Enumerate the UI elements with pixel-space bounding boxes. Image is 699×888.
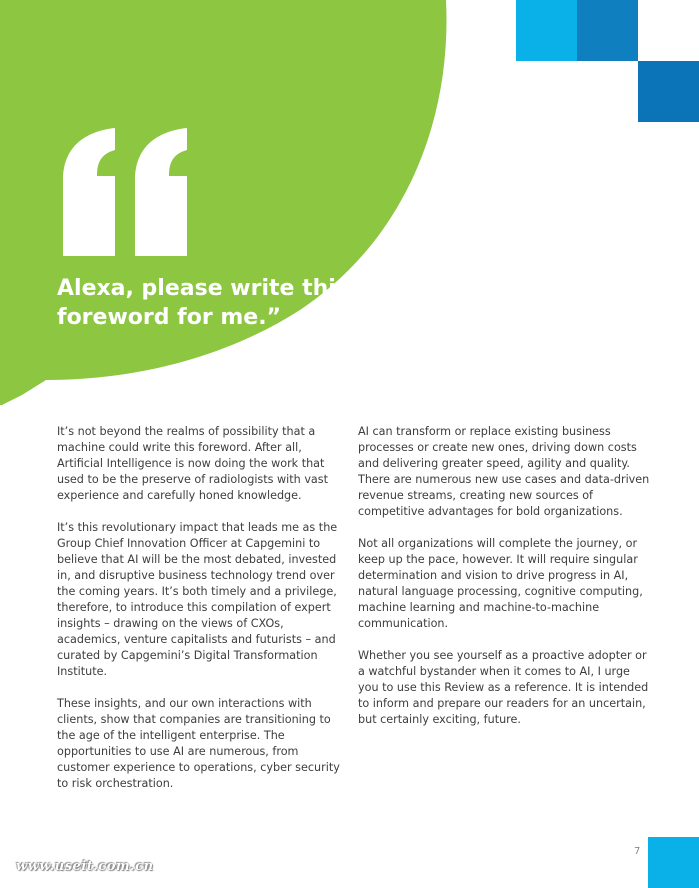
right-column <box>358 424 653 744</box>
square-dark-blue <box>638 61 699 122</box>
paragraph: Whether you see yourself as a proactive adopter or a watchful bystander when it comes to AI, I urge you to use this Review as a reference. It is intended to inform and prepare our readers for an uncertain, but certainly exciting, future. <box>358 649 649 726</box>
corner-square <box>648 837 699 888</box>
paragraph: AI can transform or replace existing business processes or create new ones, driving down costs and delivering greater speed, agility and quality. There are numerous new use cases and data-driven revenue streams, creating new sources of competitive advantages for bold organizations. <box>358 425 650 518</box>
headline-line-2: foreword for me.” <box>57 305 282 330</box>
open-quote-icon <box>57 128 197 258</box>
paragraph: It’s not beyond the realms of possibility that a machine could write this foreword. After all, Artificial Intelligence is now doing the work that used to be the preserve of radiologists with vast experience and carefully honed knowledge. <box>57 425 329 502</box>
headline-line-1: Alexa, please write this <box>57 276 349 301</box>
square-mid-blue <box>577 0 638 61</box>
watermark: www.useit.com.cn <box>16 859 154 874</box>
left-column <box>57 424 347 808</box>
quote-headline <box>57 274 357 332</box>
page-number: 7 <box>634 846 641 857</box>
paragraph: Not all organizations will complete the journey, or keep up the pace, however. It will require singular determination and vision to drive progress in AI, natural language processing, cognitive computing, machine learning and machine-to-machine communication. <box>358 537 643 630</box>
paragraph: It’s this revolutionary impact that leads me as the Group Chief Innovation Officer at Capgemini to believe that AI will be the most debated, invested in, and disruptive business technology trend over the coming years. It’s both timely and a privilege, therefore, to introduce this compilation of expert insights – drawing on the views of CXOs, academics, venture capitalists and futurists – and curated by Capgemini’s Digital Transformation Institute. <box>57 521 338 678</box>
paragraph: These insights, and our own interactions with clients, show that companies are transitioning to the age of the intelligent enterprise. The opportunities to use AI are numerous, from customer experience to operations, cyber security to risk orchestration. <box>57 697 340 790</box>
square-light-blue <box>516 0 577 61</box>
